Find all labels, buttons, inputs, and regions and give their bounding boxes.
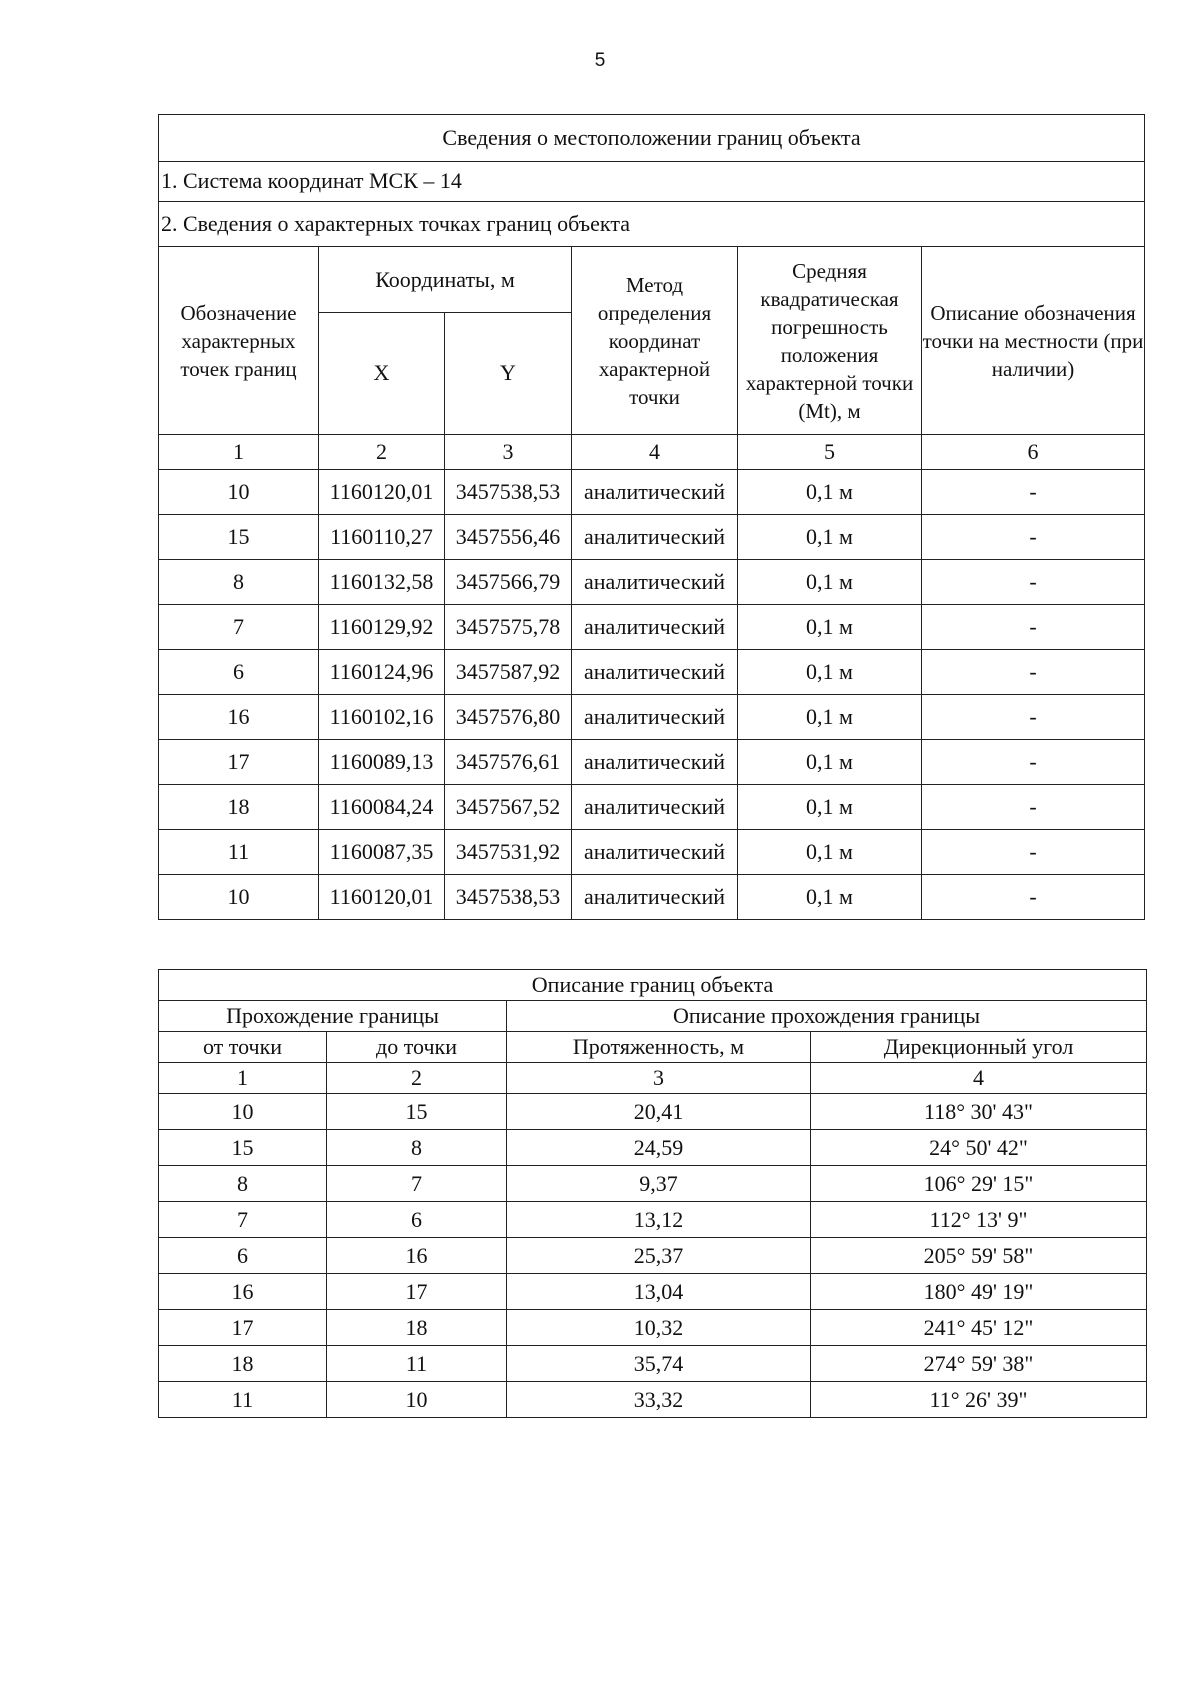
from-point-cell: 16	[159, 1274, 327, 1310]
error-cell: 0,1 м	[738, 470, 922, 515]
header-passage: Прохождение границы	[159, 1001, 507, 1032]
method-cell: аналитический	[572, 875, 738, 920]
length-cell: 35,74	[507, 1346, 811, 1382]
method-cell: аналитический	[572, 740, 738, 785]
header-method: Метод определения координат характерной точки	[572, 247, 738, 435]
angle-cell: 180° 49' 19"	[811, 1274, 1147, 1310]
table-row	[159, 605, 1145, 650]
description-cell: -	[922, 875, 1145, 920]
column-number-row	[159, 435, 1145, 470]
header-designation: Обозначение характерных точек границ	[159, 247, 319, 435]
method-cell: аналитический	[572, 785, 738, 830]
method-cell: аналитический	[572, 830, 738, 875]
point-id-cell: 11	[159, 830, 319, 875]
x-coordinate-cell: 1160120,01	[319, 470, 445, 515]
error-cell: 0,1 м	[738, 695, 922, 740]
header-passage-description: Описание прохождения границы	[507, 1001, 1147, 1032]
header-y: Y	[445, 313, 572, 435]
method-cell: аналитический	[572, 515, 738, 560]
angle-cell: 24° 50' 42"	[811, 1130, 1147, 1166]
table-row	[159, 1130, 1147, 1166]
y-coordinate-cell: 3457531,92	[445, 830, 572, 875]
from-point-cell: 18	[159, 1346, 327, 1382]
to-point-cell: 15	[327, 1094, 507, 1130]
table-row	[159, 1166, 1147, 1202]
x-coordinate-cell: 1160129,92	[319, 605, 445, 650]
description-cell: -	[922, 695, 1145, 740]
table-row	[159, 1382, 1147, 1418]
error-cell: 0,1 м	[738, 560, 922, 605]
point-id-cell: 15	[159, 515, 319, 560]
length-cell: 9,37	[507, 1166, 811, 1202]
point-id-cell: 16	[159, 695, 319, 740]
x-coordinate-cell: 1160084,24	[319, 785, 445, 830]
from-point-cell: 7	[159, 1202, 327, 1238]
table-row	[159, 470, 1145, 515]
header-angle: Дирекционный угол	[811, 1032, 1147, 1063]
y-coordinate-cell: 3457567,52	[445, 785, 572, 830]
table-row	[159, 830, 1145, 875]
column-number: 1	[159, 1063, 327, 1094]
header-coordinates: Координаты, м	[319, 247, 572, 313]
x-coordinate-cell: 1160132,58	[319, 560, 445, 605]
y-coordinate-cell: 3457576,80	[445, 695, 572, 740]
from-point-cell: 6	[159, 1238, 327, 1274]
x-coordinate-cell: 1160110,27	[319, 515, 445, 560]
boundary-table-title: Описание границ объекта	[159, 970, 1147, 1001]
x-coordinate-cell: 1160089,13	[319, 740, 445, 785]
description-cell: -	[922, 650, 1145, 695]
y-coordinate-cell: 3457538,53	[445, 875, 572, 920]
description-cell: -	[922, 830, 1145, 875]
length-cell: 13,12	[507, 1202, 811, 1238]
method-cell: аналитический	[572, 605, 738, 650]
column-number: 2	[319, 435, 445, 470]
table-row	[159, 560, 1145, 605]
point-id-cell: 10	[159, 875, 319, 920]
header-x: X	[319, 313, 445, 435]
column-number: 3	[445, 435, 572, 470]
method-cell: аналитический	[572, 560, 738, 605]
coordinates-table-title: Сведения о местоположении границ объекта	[159, 115, 1145, 162]
method-cell: аналитический	[572, 470, 738, 515]
description-cell: -	[922, 560, 1145, 605]
error-cell: 0,1 м	[738, 740, 922, 785]
column-number: 4	[811, 1063, 1147, 1094]
y-coordinate-cell: 3457566,79	[445, 560, 572, 605]
from-point-cell: 15	[159, 1130, 327, 1166]
header-to-point: до точки	[327, 1032, 507, 1063]
column-number: 3	[507, 1063, 811, 1094]
x-coordinate-cell: 1160087,35	[319, 830, 445, 875]
to-point-cell: 16	[327, 1238, 507, 1274]
table-row	[159, 1310, 1147, 1346]
angle-cell: 205° 59' 58"	[811, 1238, 1147, 1274]
point-id-cell: 7	[159, 605, 319, 650]
table-row	[159, 695, 1145, 740]
error-cell: 0,1 м	[738, 605, 922, 650]
x-coordinate-cell: 1160120,01	[319, 875, 445, 920]
length-cell: 13,04	[507, 1274, 811, 1310]
point-id-cell: 10	[159, 470, 319, 515]
header-length: Протяженность, м	[507, 1032, 811, 1063]
length-cell: 24,59	[507, 1130, 811, 1166]
length-cell: 25,37	[507, 1238, 811, 1274]
method-cell: аналитический	[572, 650, 738, 695]
to-point-cell: 8	[327, 1130, 507, 1166]
description-cell: -	[922, 785, 1145, 830]
table-row	[159, 875, 1145, 920]
description-cell: -	[922, 740, 1145, 785]
coordinate-system-line: 1. Система координат МСК – 14	[159, 162, 1145, 202]
angle-cell: 11° 26' 39"	[811, 1382, 1147, 1418]
description-cell: -	[922, 470, 1145, 515]
from-point-cell: 11	[159, 1382, 327, 1418]
x-coordinate-cell: 1160124,96	[319, 650, 445, 695]
boundary-description-table	[158, 969, 1147, 1418]
y-coordinate-cell: 3457587,92	[445, 650, 572, 695]
length-cell: 10,32	[507, 1310, 811, 1346]
header-from-point: от точки	[159, 1032, 327, 1063]
column-number: 5	[738, 435, 922, 470]
angle-cell: 118° 30' 43"	[811, 1094, 1147, 1130]
y-coordinate-cell: 3457538,53	[445, 470, 572, 515]
angle-cell: 241° 45' 12"	[811, 1310, 1147, 1346]
table-row	[159, 1238, 1147, 1274]
from-point-cell: 10	[159, 1094, 327, 1130]
description-cell: -	[922, 605, 1145, 650]
error-cell: 0,1 м	[738, 515, 922, 560]
description-cell: -	[922, 515, 1145, 560]
length-cell: 33,32	[507, 1382, 811, 1418]
point-id-cell: 6	[159, 650, 319, 695]
angle-cell: 106° 29' 15"	[811, 1166, 1147, 1202]
table-row	[159, 1202, 1147, 1238]
to-point-cell: 18	[327, 1310, 507, 1346]
characteristic-points-line: 2. Сведения о характерных точках границ объекта	[159, 202, 1145, 247]
column-number: 1	[159, 435, 319, 470]
error-cell: 0,1 м	[738, 650, 922, 695]
table-row	[159, 1346, 1147, 1382]
to-point-cell: 7	[327, 1166, 507, 1202]
table-row	[159, 740, 1145, 785]
column-number: 2	[327, 1063, 507, 1094]
table-row	[159, 515, 1145, 560]
error-cell: 0,1 м	[738, 785, 922, 830]
table-row	[159, 650, 1145, 695]
angle-cell: 274° 59' 38"	[811, 1346, 1147, 1382]
to-point-cell: 6	[327, 1202, 507, 1238]
table-row	[159, 1274, 1147, 1310]
method-cell: аналитический	[572, 695, 738, 740]
column-number: 6	[922, 435, 1145, 470]
to-point-cell: 11	[327, 1346, 507, 1382]
page-number: 5	[594, 50, 606, 71]
error-cell: 0,1 м	[738, 830, 922, 875]
to-point-cell: 10	[327, 1382, 507, 1418]
table-row	[159, 785, 1145, 830]
header-error: Средняя квадратическая погрешность положения характерной точки (Mt), м	[738, 247, 922, 435]
error-cell: 0,1 м	[738, 875, 922, 920]
column-number-row	[159, 1063, 1147, 1094]
from-point-cell: 17	[159, 1310, 327, 1346]
coordinates-table	[158, 114, 1145, 920]
to-point-cell: 17	[327, 1274, 507, 1310]
column-number: 4	[572, 435, 738, 470]
table-row	[159, 1094, 1147, 1130]
y-coordinate-cell: 3457576,61	[445, 740, 572, 785]
x-coordinate-cell: 1160102,16	[319, 695, 445, 740]
y-coordinate-cell: 3457575,78	[445, 605, 572, 650]
angle-cell: 112° 13' 9"	[811, 1202, 1147, 1238]
point-id-cell: 18	[159, 785, 319, 830]
length-cell: 20,41	[507, 1094, 811, 1130]
point-id-cell: 17	[159, 740, 319, 785]
point-id-cell: 8	[159, 560, 319, 605]
header-description: Описание обозначения точки на местности (при наличии)	[922, 247, 1145, 435]
y-coordinate-cell: 3457556,46	[445, 515, 572, 560]
from-point-cell: 8	[159, 1166, 327, 1202]
